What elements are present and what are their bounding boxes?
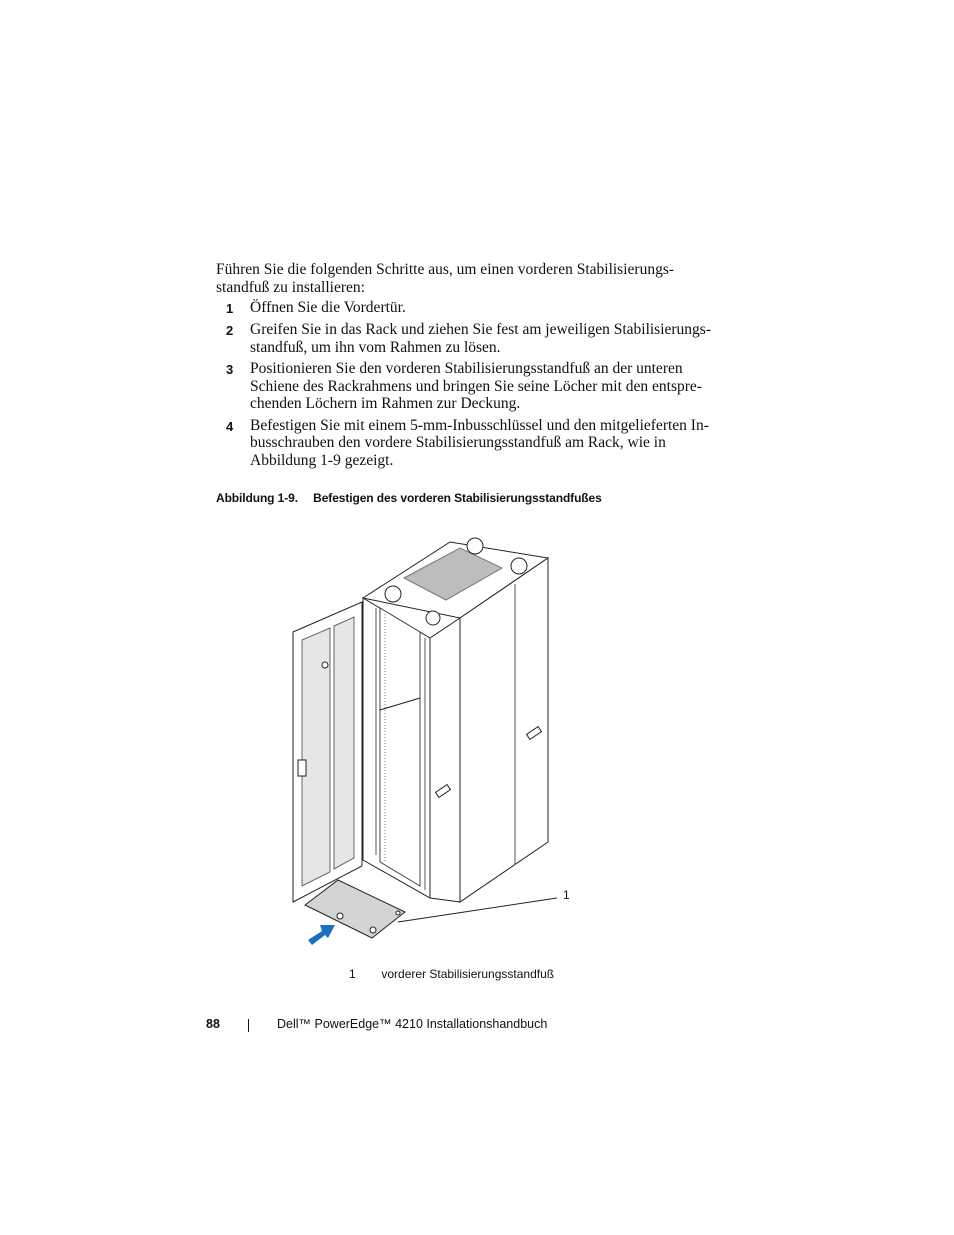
step-text-line: standfuß, um ihn vom Rahmen zu lösen. bbox=[250, 338, 501, 356]
side-handle bbox=[436, 785, 451, 798]
door-handle bbox=[298, 760, 306, 776]
step-number: 2 bbox=[226, 323, 234, 338]
step-number: 1 bbox=[226, 301, 234, 316]
rack-front-opening bbox=[380, 608, 420, 886]
step-item bbox=[216, 321, 736, 356]
step-item bbox=[216, 299, 736, 317]
figure-callout-number: 1 bbox=[563, 888, 570, 902]
figure-title: Befestigen des vorderen Stabilisierungsstandfußes bbox=[313, 491, 602, 505]
figure-legend bbox=[349, 967, 554, 981]
page-number: 88 bbox=[206, 1017, 220, 1031]
installation-steps bbox=[216, 299, 736, 473]
step-text-line: chenden Löchern im Rahmen zur Deckung. bbox=[250, 395, 521, 412]
door-lock-icon bbox=[322, 662, 328, 668]
rack-illustration bbox=[280, 520, 600, 960]
step-text-line: Öffnen Sie die Vordertür. bbox=[250, 299, 406, 316]
direction-arrow-icon bbox=[308, 925, 335, 945]
step-text-line: Schiene des Rackrahmens und bringen Sie seine Löcher mit den entspre- bbox=[250, 377, 702, 395]
front-stabilizer-foot bbox=[305, 880, 405, 938]
top-cable-hole bbox=[511, 558, 527, 574]
callout-leader bbox=[398, 898, 557, 922]
intro-line-2: standfuß zu installieren: bbox=[216, 278, 365, 296]
step-text-line: Befestigen Sie mit einem 5-mm-Inbusschlüssel und den mitgelieferten In- bbox=[250, 416, 709, 434]
top-cable-hole bbox=[467, 538, 483, 554]
step-number: 4 bbox=[226, 418, 234, 434]
intro-line-1: Führen Sie die folgenden Schritte aus, um einen vorderen Stabilisierungs- bbox=[216, 261, 675, 278]
legend-text: vorderer Stabilisierungsstandfuß bbox=[381, 967, 555, 981]
figure-caption bbox=[216, 491, 602, 505]
step-text-line: busschrauben den vordere Stabilisierungsstandfuß am Rack, wie in bbox=[250, 434, 666, 451]
step-text-line: Greifen Sie in das Rack und ziehen Sie fest am jeweiligen Stabilisierungs- bbox=[250, 321, 712, 338]
top-cable-hole bbox=[385, 586, 401, 602]
step-item bbox=[216, 360, 736, 413]
step-text-line: Abbildung 1-9 gezeigt. bbox=[250, 451, 394, 469]
legend-number: 1 bbox=[349, 967, 356, 981]
footer-book-title: Dell™ PowerEdge™ 4210 Installationshandbuch bbox=[277, 1017, 548, 1031]
step-text-line: Positionieren Sie den vorderen Stabilisierungsstandfuß an der unteren bbox=[250, 360, 683, 377]
step-number: 3 bbox=[226, 362, 234, 377]
top-cable-hole bbox=[426, 611, 440, 625]
intro-paragraph bbox=[216, 261, 736, 296]
step-item bbox=[216, 417, 736, 470]
figure-label: Abbildung 1-9. bbox=[216, 491, 298, 505]
door-perforated-panel bbox=[334, 617, 354, 869]
footer-separator bbox=[248, 1019, 249, 1032]
